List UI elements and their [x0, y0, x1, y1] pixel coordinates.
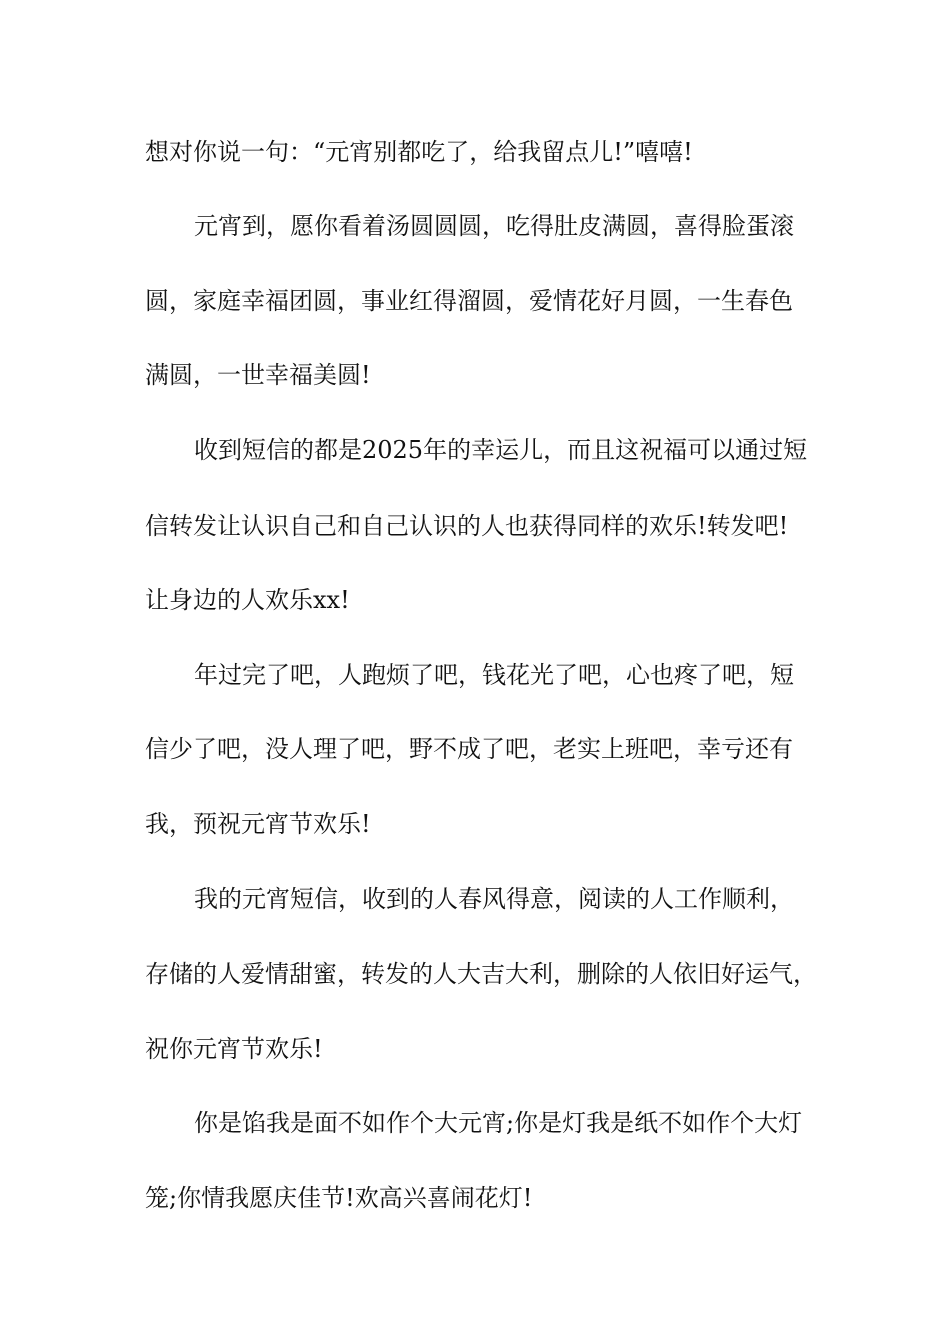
- paragraph-line: 祝你元宵节欢乐!: [145, 1035, 323, 1063]
- paragraph-line: 存储的人爱情甜蜜，转发的人大吉大利，删除的人依旧好运气，: [145, 960, 817, 988]
- paragraph-line: 满圆，一世幸福美圆!: [145, 361, 371, 389]
- paragraph-line: 年过完了吧，人跑烦了吧，钱花光了吧，心也疼了吧，短: [194, 661, 794, 689]
- paragraph-line: 想对你说一句：“元宵别都吃了，给我留点儿!”嘻嘻!: [145, 138, 693, 166]
- paragraph-line: 信少了吧，没人理了吧，野不成了吧，老实上班吧，幸亏还有: [145, 735, 793, 763]
- paragraph-line: 我的元宵短信，收到的人春风得意，阅读的人工作顺利，: [194, 885, 794, 913]
- paragraph-line: 笼;你情我愿庆佳节!欢高兴喜闹花灯!: [145, 1184, 533, 1212]
- paragraph-line: 圆，家庭幸福团圆，事业红得溜圆，爱情花好月圆，一生春色: [145, 287, 793, 315]
- paragraph-line: 收到短信的都是2025年的幸运儿，而且这祝福可以通过短: [194, 436, 808, 464]
- paragraph-line: 让身边的人欢乐xx!: [145, 586, 350, 614]
- paragraph-line: 我，预祝元宵节欢乐!: [145, 810, 371, 838]
- paragraph-line: 信转发让认识自己和自己认识的人也获得同样的欢乐!转发吧!: [145, 512, 789, 540]
- paragraph-line: 元宵到，愿你看着汤圆圆圆，吃得肚皮满圆，喜得脸蛋滚: [194, 212, 794, 240]
- paragraph-line: 你是馅我是面不如作个大元宵;你是灯我是纸不如作个大灯: [194, 1109, 803, 1137]
